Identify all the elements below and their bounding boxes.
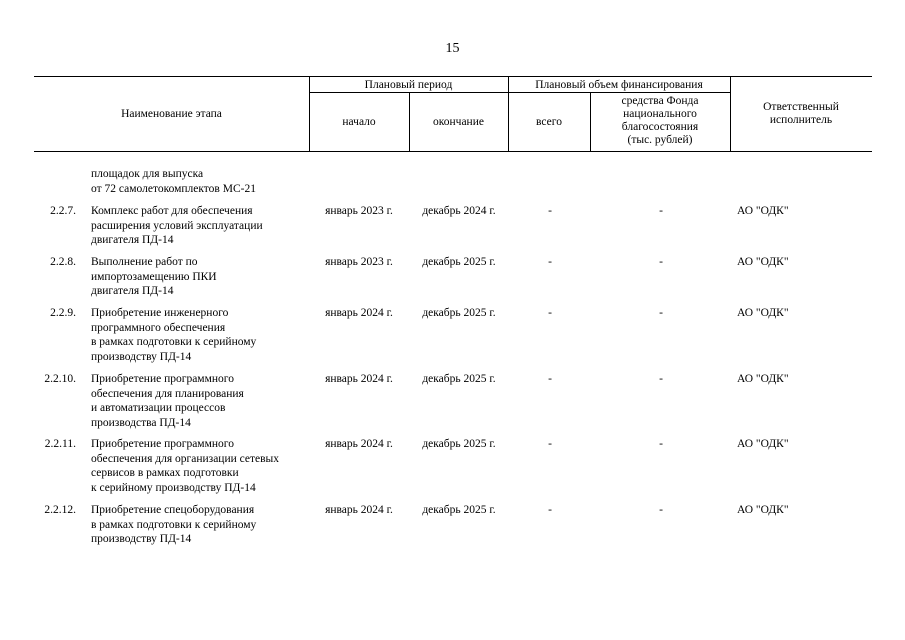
row-executor: АО "ОДК" (737, 205, 789, 217)
row-number: 2.2.12. (44, 504, 76, 516)
row-start: январь 2024 г. (325, 438, 393, 450)
row-stage-name: Комплекс работ для обеспечения расширения условий эксплуатации двигателя ПД-14 (91, 205, 263, 246)
row-number: 2.2.11. (44, 438, 76, 450)
row-stage-name: Приобретение программного обеспечения для организации сетевых сервисов в рамках подготовки к серийному производству ПД-14 (91, 438, 280, 494)
row-end: декабрь 2025 г. (422, 438, 496, 450)
header-subheader-border (309, 92, 730, 93)
row-total: - (548, 373, 552, 385)
row-number: 2.2.8. (50, 256, 76, 268)
row-end: декабрь 2025 г. (422, 373, 496, 385)
row-executor: АО "ОДК" (737, 373, 789, 385)
row-fund: - (659, 373, 663, 385)
header-planned-financing: Плановый объем финансирования (535, 79, 703, 91)
row-total: - (548, 504, 552, 516)
row-total: - (548, 205, 552, 217)
row-end: декабрь 2025 г. (422, 504, 496, 516)
row-executor: АО "ОДК" (737, 438, 789, 450)
page-number: 15 (445, 41, 460, 56)
header-start: начало (342, 116, 376, 128)
row-end: декабрь 2024 г. (422, 205, 496, 217)
row-total: - (548, 307, 552, 319)
header-bottom-border (34, 151, 872, 152)
row-start: январь 2024 г. (325, 307, 393, 319)
row-fund: - (659, 438, 663, 450)
header-total: всего (536, 116, 562, 128)
row-start: январь 2024 г. (325, 504, 393, 516)
row-end: декабрь 2025 г. (422, 307, 496, 319)
row-number: 2.2.7. (50, 205, 76, 217)
row-start: январь 2024 г. (325, 373, 393, 385)
row-executor: АО "ОДК" (737, 256, 789, 268)
row-executor: АО "ОДК" (737, 504, 789, 516)
header-fund: средства Фонда национального благосостояния (тыс. рублей) (621, 95, 699, 146)
row-end: декабрь 2025 г. (422, 256, 496, 268)
row-executor: АО "ОДК" (737, 307, 789, 319)
row-fund: - (659, 205, 663, 217)
row-stage-name: площадок для выпуска от 72 самолетокомплектов МС-21 (91, 168, 256, 195)
row-stage-name: Выполнение работ по импортозамещению ПКИ двигателя ПД-14 (91, 256, 217, 297)
row-stage-name: Приобретение программного обеспечения для планирования и автоматизации процессов производства ПД-14 (91, 373, 244, 429)
header-executor: Ответственный исполнитель (763, 101, 839, 126)
row-stage-name: Приобретение спецоборудования в рамках подготовки к серийному производству ПД-14 (91, 504, 257, 545)
row-start: январь 2023 г. (325, 256, 393, 268)
row-fund: - (659, 307, 663, 319)
header-end: окончание (433, 116, 484, 128)
row-stage-name: Приобретение инженерного программного обеспечения в рамках подготовки к серийному производству ПД-14 (91, 307, 257, 363)
row-number: 2.2.10. (44, 373, 76, 385)
row-total: - (548, 256, 552, 268)
header-planned-period: Плановый период (364, 79, 453, 91)
row-fund: - (659, 256, 663, 268)
row-total: - (548, 438, 552, 450)
header-top-border (34, 76, 872, 77)
row-number: 2.2.9. (50, 307, 76, 319)
row-fund: - (659, 504, 663, 516)
row-start: январь 2023 г. (325, 205, 393, 217)
header-stage-name: Наименование этапа (121, 108, 222, 120)
